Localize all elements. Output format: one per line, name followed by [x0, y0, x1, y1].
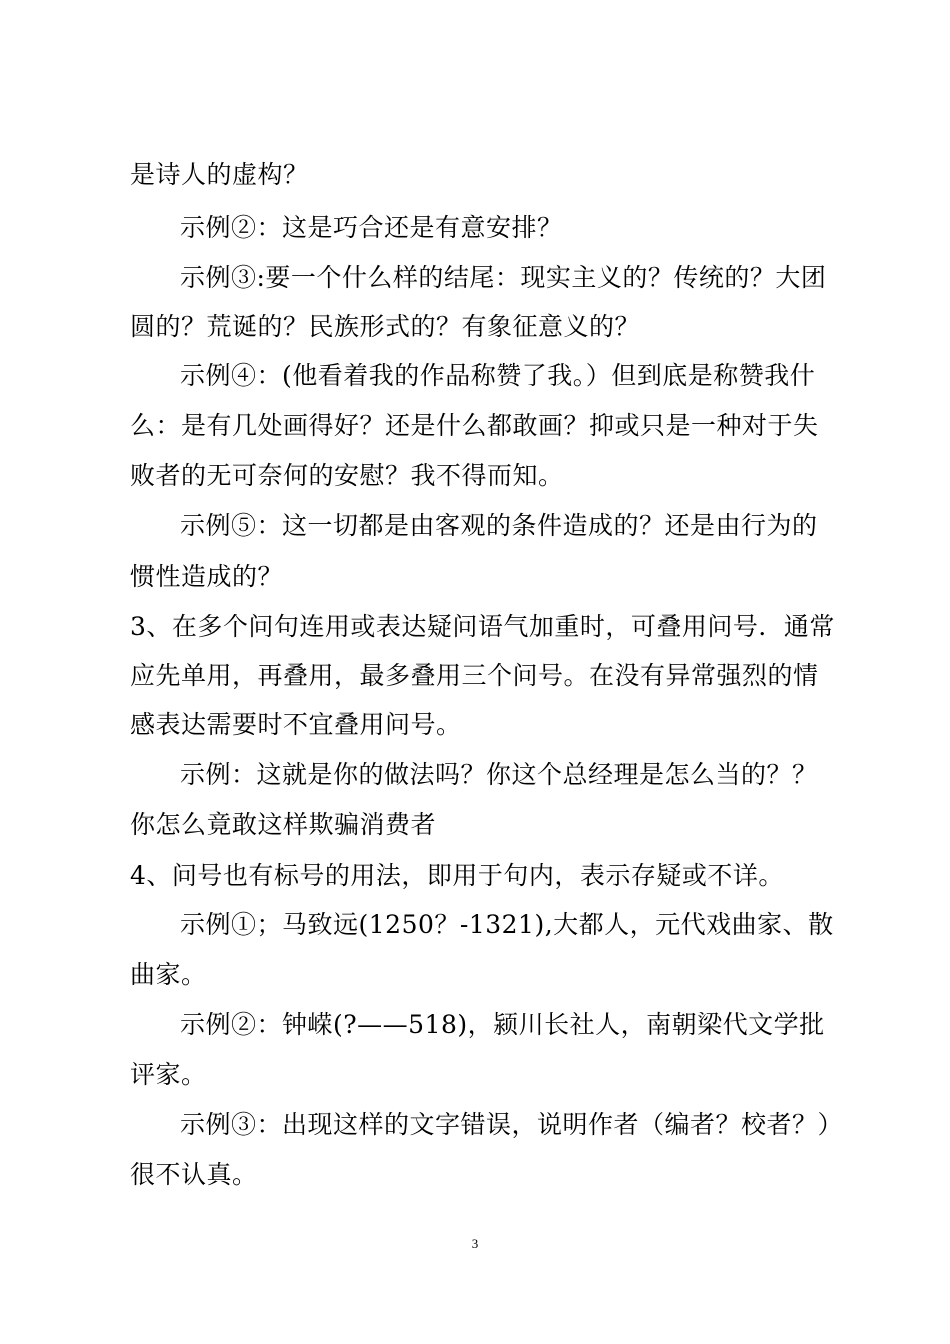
text-line: 你怎么竟敢这样欺骗消费者 — [130, 810, 437, 839]
text-line: 示例②：钟嵘(?——518)，颍川长社人，南朝梁代文学批 — [180, 1010, 825, 1039]
text-line: 评家。 — [130, 1060, 207, 1089]
text-line: 应先单用，再叠用，最多叠用三个问号。在没有异常强烈的情 — [130, 661, 819, 690]
text-line: 3、在多个问句连用或表达疑问语气加重时，可叠用问号．通常 — [130, 612, 835, 641]
text-line: 么：是有几处画得好？还是什么都敢画？抑或只是一种对于失 — [130, 411, 819, 440]
text-line: 圆的？荒诞的？民族形式的？有象征意义的？ — [130, 312, 641, 341]
text-line: 感表达需要时不宜叠用问号。 — [130, 710, 462, 739]
text-line: 很不认真。 — [130, 1160, 258, 1189]
text-line: 示例③：出现这样的文字错误，说明作者（编者？校者？） — [180, 1110, 844, 1139]
text-line: 败者的无可奈何的安慰？我不得而知。 — [130, 461, 564, 490]
page-number: 3 — [471, 1236, 479, 1251]
text-line: 示例②：这是巧合还是有意安排？ — [180, 213, 563, 242]
text-line: 4、问号也有标号的用法，即用于句内，表示存疑或不详。 — [130, 861, 784, 890]
text-line: 是诗人的虚构？ — [130, 160, 309, 189]
text-line: 示例④：(他看着我的作品称赞了我。）但到底是称赞我什 — [180, 361, 816, 390]
text-line: 示例：这就是你的做法吗？你这个总经理是怎么当的？？ — [180, 760, 818, 789]
text-line: 示例⑤：这一切都是由客观的条件造成的？还是由行为的 — [180, 511, 818, 540]
text-line: 惯性造成的？ — [130, 562, 284, 591]
text-line: 示例③:要一个什么样的结尾：现实主义的？传统的？大团 — [180, 263, 827, 292]
text-line: 示例①；马致远(1250？-1321),大都人，元代戏曲家、散 — [180, 910, 834, 939]
text-line: 曲家。 — [130, 960, 207, 989]
